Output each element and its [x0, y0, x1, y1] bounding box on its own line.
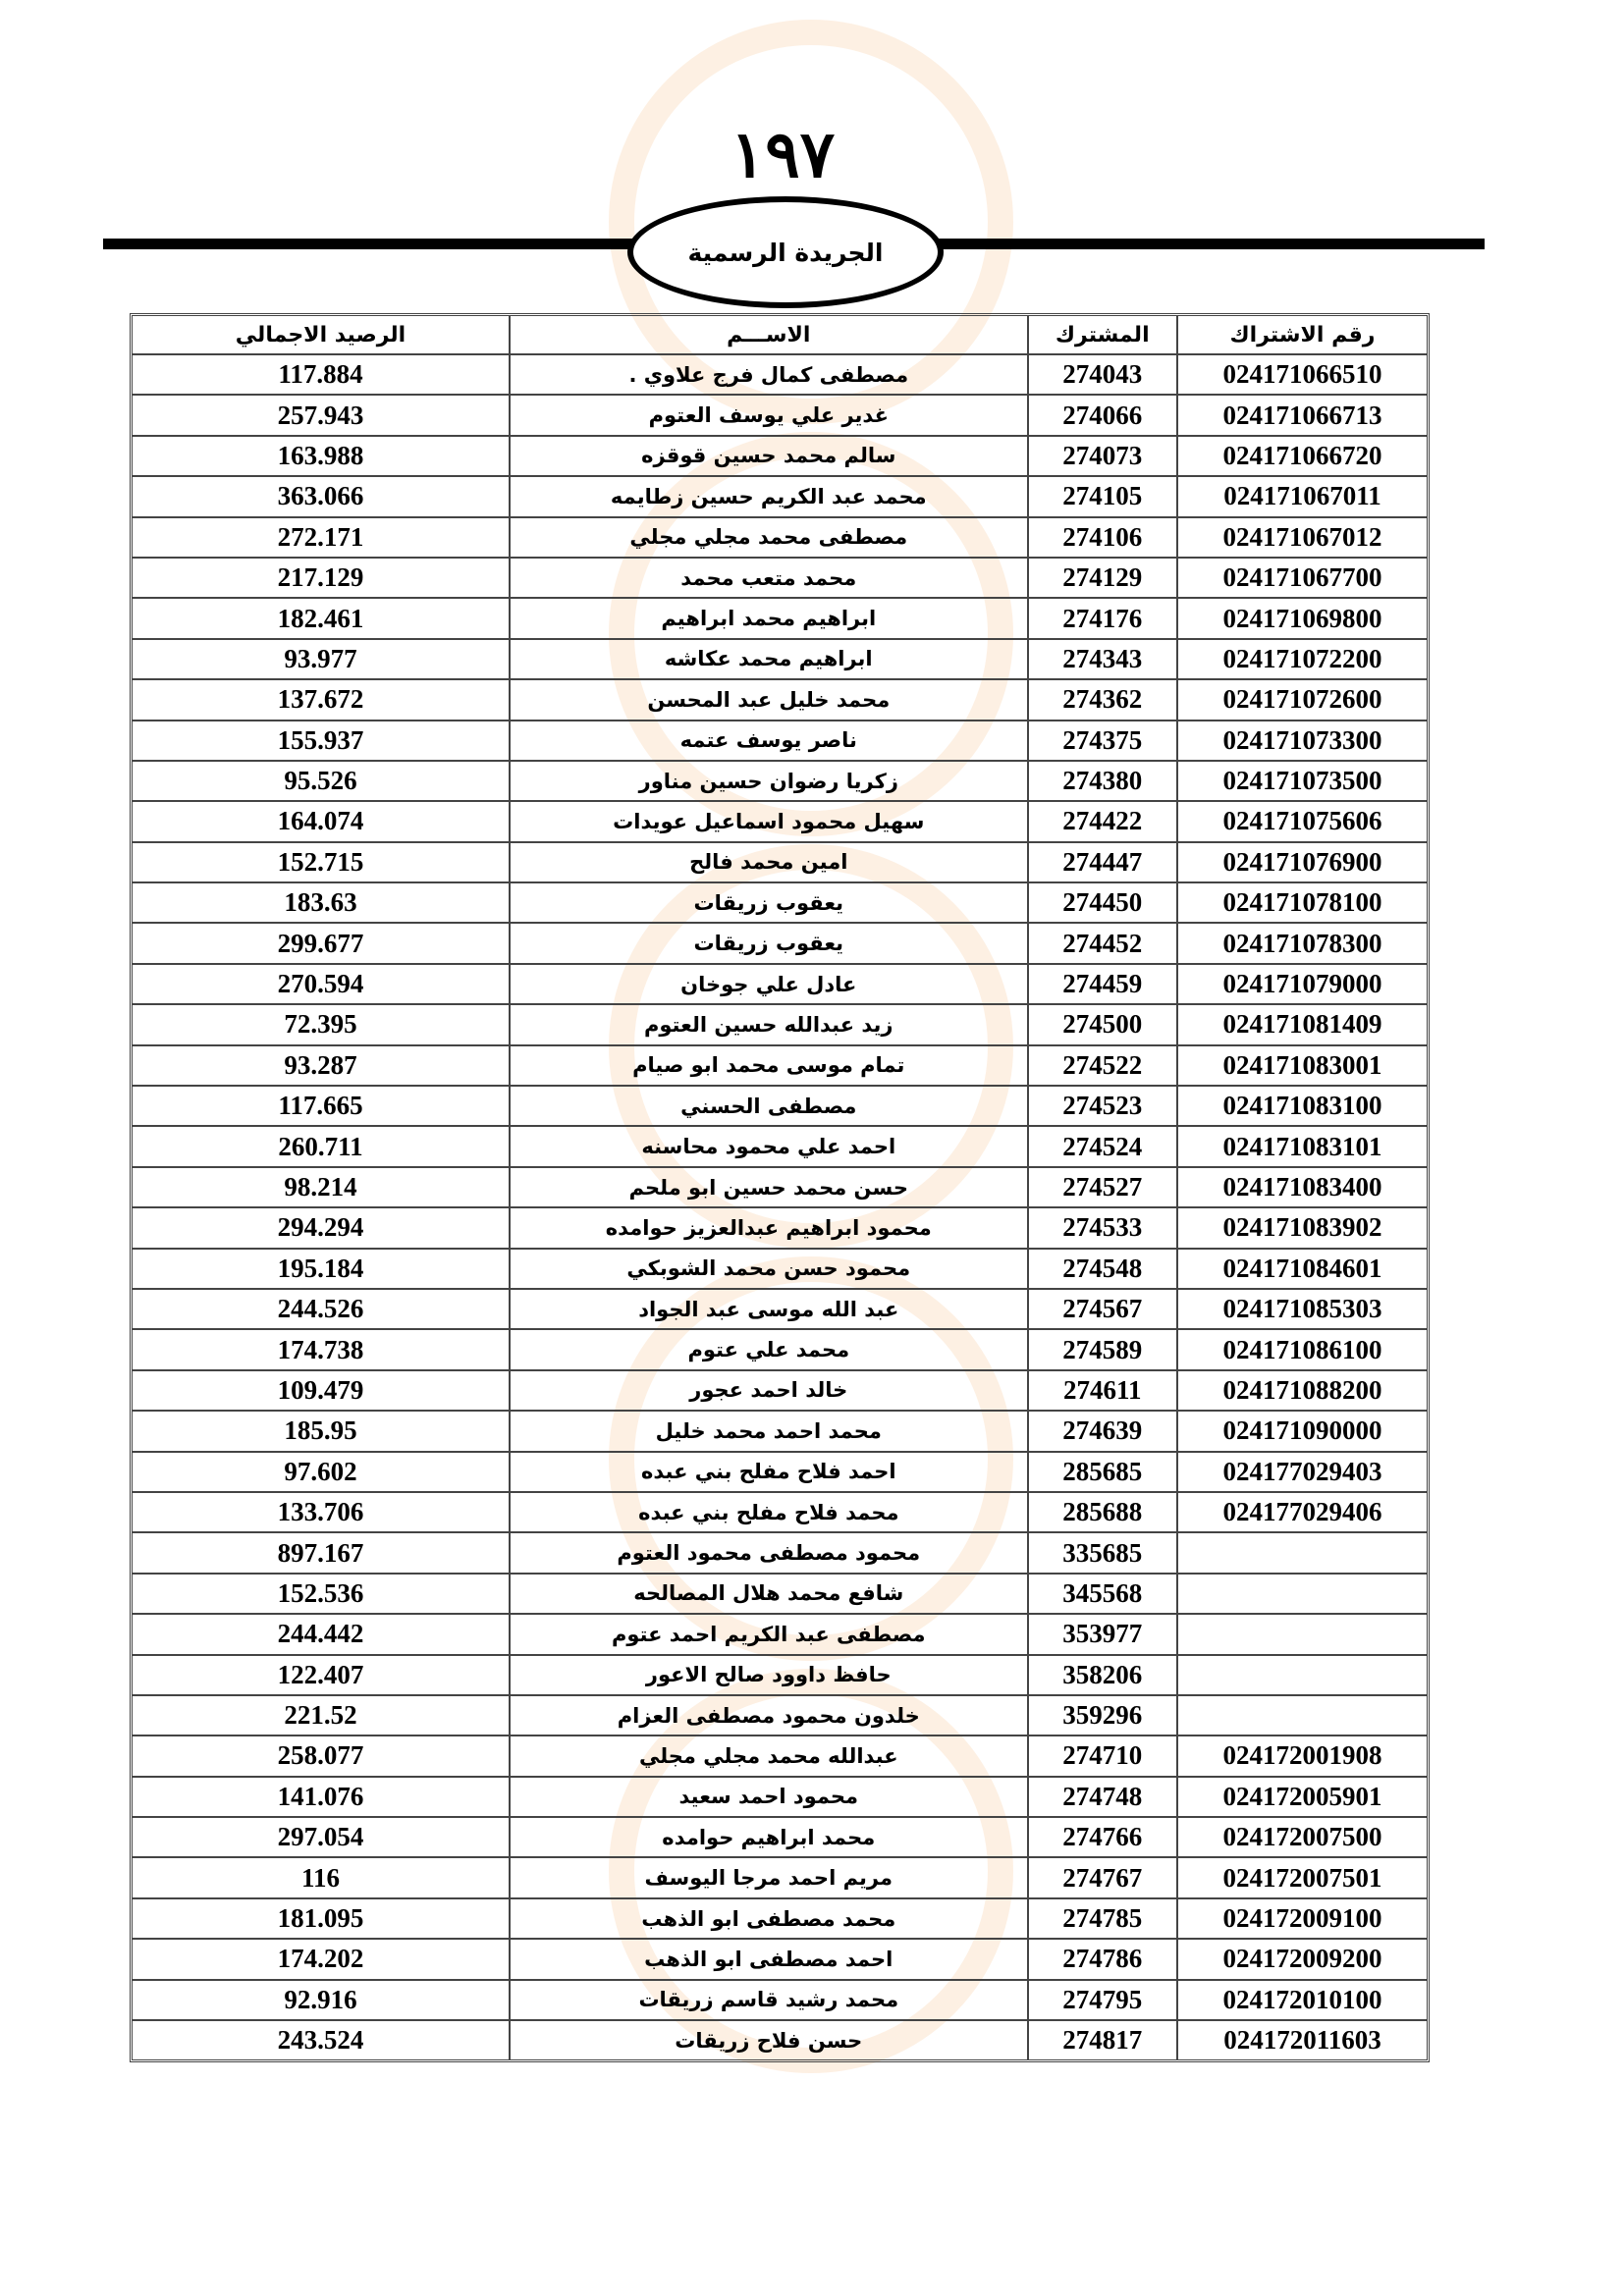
account-cell: 024171066510: [1176, 355, 1427, 396]
name-cell: عبدالله محمد مجلي مجلي: [509, 1736, 1027, 1777]
account-cell: 024177029406: [1176, 1493, 1427, 1533]
table-row: [133, 965, 1427, 1005]
subscriber-cell: 274767: [1027, 1858, 1176, 1898]
table-row: [133, 1453, 1427, 1493]
subscriber-cell: 358206: [1027, 1656, 1176, 1696]
name-cell: ابراهيم محمد عكاشه: [509, 640, 1027, 680]
subscriber-cell: 274043: [1027, 355, 1176, 396]
table-row: [133, 1046, 1427, 1087]
subscriber-cell: 274073: [1027, 437, 1176, 477]
account-cell: 024171067012: [1176, 518, 1427, 559]
table-row: [133, 1168, 1427, 1208]
table-row: [133, 355, 1427, 396]
table-row: [133, 1899, 1427, 1940]
subscriber-cell: 274523: [1027, 1087, 1176, 1127]
table-header-row: [133, 316, 1427, 355]
balance-cell: 257.943: [133, 396, 509, 436]
table-row: [133, 1533, 1427, 1574]
table-row: [133, 1493, 1427, 1533]
table-row: [133, 721, 1427, 762]
balance-cell: 195.184: [133, 1250, 509, 1290]
name-cell: مريم احمد مرجا اليوسف: [509, 1858, 1027, 1898]
table-row: [133, 1736, 1427, 1777]
name-cell: يعقوب زريقات: [509, 924, 1027, 964]
name-cell: محمد علي عتوم: [509, 1330, 1027, 1370]
column-header-balance: الرصيد الاجمالي: [133, 316, 509, 355]
subscriber-cell: 274766: [1027, 1818, 1176, 1858]
balance-cell: 109.479: [133, 1371, 509, 1412]
balance-cell: 133.706: [133, 1493, 509, 1533]
account-cell: 024171072600: [1176, 680, 1427, 721]
balance-cell: 181.095: [133, 1899, 509, 1940]
table-row: [133, 518, 1427, 559]
account-cell: 024171079000: [1176, 965, 1427, 1005]
balance-cell: 117.884: [133, 355, 509, 396]
account-cell: 024171083400: [1176, 1168, 1427, 1208]
subscriber-cell: 274710: [1027, 1736, 1176, 1777]
table-row: [133, 883, 1427, 924]
table-row: [133, 1127, 1427, 1167]
name-cell: احمد علي محمود محاسنه: [509, 1127, 1027, 1167]
account-cell: [1176, 1575, 1427, 1615]
table-row: [133, 1778, 1427, 1818]
page-number: ١٩٧: [730, 116, 836, 192]
name-cell: محمد رشيد قاسم زريقات: [509, 1981, 1027, 2021]
balance-cell: 122.407: [133, 1656, 509, 1696]
subscriber-cell: 274380: [1027, 762, 1176, 802]
subscriber-cell: 274343: [1027, 640, 1176, 680]
name-cell: محمد خليل عبد المحسن: [509, 680, 1027, 721]
balance-cell: 243.524: [277, 2025, 364, 2056]
subscriber-cell: 274522: [1027, 1046, 1176, 1087]
table-row: [133, 1005, 1427, 1045]
account-cell: 024171088200: [1176, 1371, 1427, 1412]
balance-cell: 174.738: [133, 1330, 509, 1370]
account-cell: 024172009100: [1176, 1899, 1427, 1940]
balance-cell: 155.937: [133, 721, 509, 762]
account-cell: 024171090000: [1176, 1412, 1427, 1452]
balance-cell: 116: [133, 1858, 509, 1898]
table-row: [133, 680, 1427, 721]
account-cell: 024171069800: [1176, 599, 1427, 639]
account-cell: 024172011603: [1176, 2021, 1427, 2059]
account-cell: 024171083101: [1176, 1127, 1427, 1167]
name-cell: غدير علي يوسف العتوم: [509, 396, 1027, 436]
account-cell: 024171066713: [1176, 396, 1427, 436]
subscriber-cell: 274452: [1027, 924, 1176, 964]
account-cell: 024171085303: [1176, 1290, 1427, 1330]
table-row: [133, 1818, 1427, 1858]
subscriber-cell: 274795: [1027, 1981, 1176, 2021]
account-cell: 024171072200: [1176, 640, 1427, 680]
name-cell: محمد فلاح مفلح بني عبده: [509, 1493, 1027, 1533]
subscriber-cell: 274786: [1027, 1940, 1176, 1980]
subscriber-cell: 274817: [1027, 2021, 1176, 2059]
subscriber-cell: 285685: [1027, 1453, 1176, 1493]
name-cell: مصطفى محمد مجلي مجلي: [509, 518, 1027, 559]
balance-cell: 174.202: [133, 1940, 509, 1980]
subscriber-cell: 274500: [1027, 1005, 1176, 1045]
column-header-subscriber: المشترك: [1027, 316, 1176, 355]
name-cell: خلدون محمود مصطفى العزام: [509, 1696, 1027, 1736]
table-row: [133, 396, 1427, 436]
table-row: [133, 599, 1427, 639]
account-cell: 024171076900: [1176, 843, 1427, 883]
balance-cell: 141.076: [133, 1778, 509, 1818]
name-cell: عبد الله موسى عبد الجواد: [509, 1290, 1027, 1330]
name-cell: احمد فلاح مفلح بني عبده: [509, 1453, 1027, 1493]
table-row: [133, 843, 1427, 883]
table-row: [133, 924, 1427, 964]
table-row: [133, 1208, 1427, 1249]
account-cell: 024172005901: [1176, 1778, 1427, 1818]
account-cell: 024171066720: [1176, 437, 1427, 477]
account-cell: 024172007500: [1176, 1818, 1427, 1858]
publication-title: الجريدة الرسمية: [687, 238, 884, 267]
account-cell: 024172001908: [1176, 1736, 1427, 1777]
balance-cell: 221.52: [133, 1696, 509, 1736]
balance-cell: 95.526: [133, 762, 509, 802]
name-cell: مصطفى الحسني: [509, 1087, 1027, 1127]
table-row: [133, 2021, 1427, 2059]
table-row: [133, 640, 1427, 680]
subscriber-cell: 274527: [1027, 1168, 1176, 1208]
column-header-account: رقم الاشتراك: [1176, 316, 1427, 355]
subscriber-cell: 359296: [1027, 1696, 1176, 1736]
account-cell: 024172007501: [1176, 1858, 1427, 1898]
name-cell: محمد متعب محمد: [509, 559, 1027, 599]
account-cell: [1176, 1656, 1427, 1696]
table-row: [133, 437, 1427, 477]
subscriber-cell: 274548: [1027, 1250, 1176, 1290]
account-cell: 024171075606: [1176, 802, 1427, 842]
balance-cell: 137.672: [133, 680, 509, 721]
subscriber-cell: 335685: [1027, 1533, 1176, 1574]
balance-cell: 152.715: [133, 843, 509, 883]
account-cell: 024171078300: [1176, 924, 1427, 964]
balance-cell: 185.95: [133, 1412, 509, 1452]
column-header-name: الاســـم: [509, 316, 1027, 355]
table-row: [133, 1087, 1427, 1127]
name-cell: محمد مصطفى ابو الذهب: [509, 1899, 1027, 1940]
balance-cell: 897.167: [133, 1533, 509, 1574]
account-cell: 024172009200: [1176, 1940, 1427, 1980]
subscriber-cell: 274785: [1027, 1899, 1176, 1940]
subscriber-cell: 274639: [1027, 1412, 1176, 1452]
account-cell: [1176, 1615, 1427, 1655]
subscriber-cell: 345568: [1027, 1575, 1176, 1615]
subscriber-cell: 274611: [1027, 1371, 1176, 1412]
balance-cell: 117.665: [133, 1087, 509, 1127]
subscriber-cell: 274459: [1027, 965, 1176, 1005]
subscriber-cell: 274447: [1027, 843, 1176, 883]
balance-cell: 98.214: [133, 1168, 509, 1208]
subscriber-cell: 274106: [1027, 518, 1176, 559]
name-cell: امين محمد فالح: [509, 843, 1027, 883]
name-cell: حسن محمد حسين ابو ملحم: [509, 1168, 1027, 1208]
name-cell: ابراهيم محمد ابراهيم: [509, 599, 1027, 639]
name-cell: حسن فلاح زريقات: [509, 2021, 1027, 2059]
table-row: [133, 1656, 1427, 1696]
balance-cell: 270.594: [133, 965, 509, 1005]
balance-cell: 97.602: [133, 1453, 509, 1493]
balance-cell: 244.526: [133, 1290, 509, 1330]
name-cell: ناصر يوسف عتمه: [509, 721, 1027, 762]
subscriber-cell: 274589: [1027, 1330, 1176, 1370]
balance-cell: 363.066: [133, 477, 509, 517]
subscriber-cell: 274105: [1027, 477, 1176, 517]
account-cell: 024171086100: [1176, 1330, 1427, 1370]
balance-cell: 272.171: [133, 518, 509, 559]
subscriber-cell: 274748: [1027, 1778, 1176, 1818]
subscribers-table: [130, 313, 1430, 2062]
table-row: [133, 1250, 1427, 1290]
name-cell: حافظ داوود صالح الاعور: [509, 1656, 1027, 1696]
account-cell: 024172010100: [1176, 1981, 1427, 2021]
account-cell: 024171081409: [1176, 1005, 1427, 1045]
table-row: [133, 1575, 1427, 1615]
subscriber-cell: 274533: [1027, 1208, 1176, 1249]
table-row: [133, 762, 1427, 802]
name-cell: محمد ابراهيم حوامده: [509, 1818, 1027, 1858]
subscriber-cell: 274129: [1027, 559, 1176, 599]
name-cell: شافع محمد هلال المصالحه: [509, 1575, 1027, 1615]
name-cell: احمد مصطفى ابو الذهب: [509, 1940, 1027, 1980]
account-cell: 024171084601: [1176, 1250, 1427, 1290]
table-row: [133, 1858, 1427, 1898]
account-cell: [1176, 1696, 1427, 1736]
account-cell: 024171073500: [1176, 762, 1427, 802]
table-row: [133, 1940, 1427, 1980]
subscriber-cell: 274066: [1027, 396, 1176, 436]
balance-cell: 244.442: [133, 1615, 509, 1655]
name-cell: مصطفى كمال فرج علاوي .: [509, 355, 1027, 396]
table-row: [133, 559, 1427, 599]
balance-cell: 294.294: [133, 1208, 509, 1249]
table-row: [133, 802, 1427, 842]
account-cell: 024171083100: [1176, 1087, 1427, 1127]
account-cell: 024171078100: [1176, 883, 1427, 924]
name-cell: محمود ابراهيم عبدالعزيز حوامده: [509, 1208, 1027, 1249]
name-cell: محمد احمد محمد خليل: [509, 1412, 1027, 1452]
subscriber-cell: 353977: [1027, 1615, 1176, 1655]
name-cell: مصطفى عبد الكريم احمد عتوم: [509, 1615, 1027, 1655]
table-row: [133, 1412, 1427, 1452]
balance-cell: 260.711: [133, 1127, 509, 1167]
balance-cell: 163.988: [133, 437, 509, 477]
balance-cell: 93.287: [133, 1046, 509, 1087]
balance-cell: 297.054: [133, 1818, 509, 1858]
account-cell: 024171073300: [1176, 721, 1427, 762]
account-cell: 024177029403: [1176, 1453, 1427, 1493]
name-cell: زكريا رضوان حسين مناور: [509, 762, 1027, 802]
subscriber-cell: 274375: [1027, 721, 1176, 762]
balance-cell: 93.977: [133, 640, 509, 680]
balance-cell: 152.536: [133, 1575, 509, 1615]
balance-cell: 299.677: [133, 924, 509, 964]
account-cell: 024171067011: [1176, 477, 1427, 517]
account-cell: 024171067700: [1176, 559, 1427, 599]
name-cell: محمود احمد سعيد: [509, 1778, 1027, 1818]
subscriber-cell: 274362: [1027, 680, 1176, 721]
name-cell: محمود مصطفى محمود العتوم: [509, 1533, 1027, 1574]
balance-cell: 182.461: [133, 599, 509, 639]
subscriber-cell: 274176: [1027, 599, 1176, 639]
balance-cell: 217.129: [133, 559, 509, 599]
table-row: [133, 1615, 1427, 1655]
publication-oval: [627, 196, 944, 308]
subscriber-cell: 274524: [1027, 1127, 1176, 1167]
name-cell: محمود حسن محمد الشوبكي: [509, 1250, 1027, 1290]
table-row: [133, 1371, 1427, 1412]
balance-cell: 258.077: [133, 1736, 509, 1777]
table-row: [133, 1696, 1427, 1736]
name-cell: سهيل محمود اسماعيل عويدات: [509, 802, 1027, 842]
balance-cell: 92.916: [133, 1981, 509, 2021]
subscriber-cell: 274450: [1027, 883, 1176, 924]
name-cell: سالم محمد حسين قوقزه: [509, 437, 1027, 477]
name-cell: محمد عبد الكريم حسين زطايمه: [509, 477, 1027, 517]
account-cell: 024171083902: [1176, 1208, 1427, 1249]
name-cell: خالد احمد عجور: [509, 1371, 1027, 1412]
balance-cell: 164.074: [133, 802, 509, 842]
balance-cell: 72.395: [133, 1005, 509, 1045]
table-row: [133, 477, 1427, 517]
table-row: [133, 1330, 1427, 1370]
table-row: [133, 1290, 1427, 1330]
account-cell: 024171083001: [1176, 1046, 1427, 1087]
name-cell: يعقوب زريقات: [509, 883, 1027, 924]
balance-cell: 183.63: [133, 883, 509, 924]
subscriber-cell: 274422: [1027, 802, 1176, 842]
account-cell: [1176, 1533, 1427, 1574]
name-cell: زيد عبدالله حسين العتوم: [509, 1005, 1027, 1045]
name-cell: تمام موسى محمد ابو صيام: [509, 1046, 1027, 1087]
name-cell: عادل علي جوخان: [509, 965, 1027, 1005]
table-row: [133, 1981, 1427, 2021]
subscriber-cell: 285688: [1027, 1493, 1176, 1533]
subscriber-cell: 274567: [1027, 1290, 1176, 1330]
